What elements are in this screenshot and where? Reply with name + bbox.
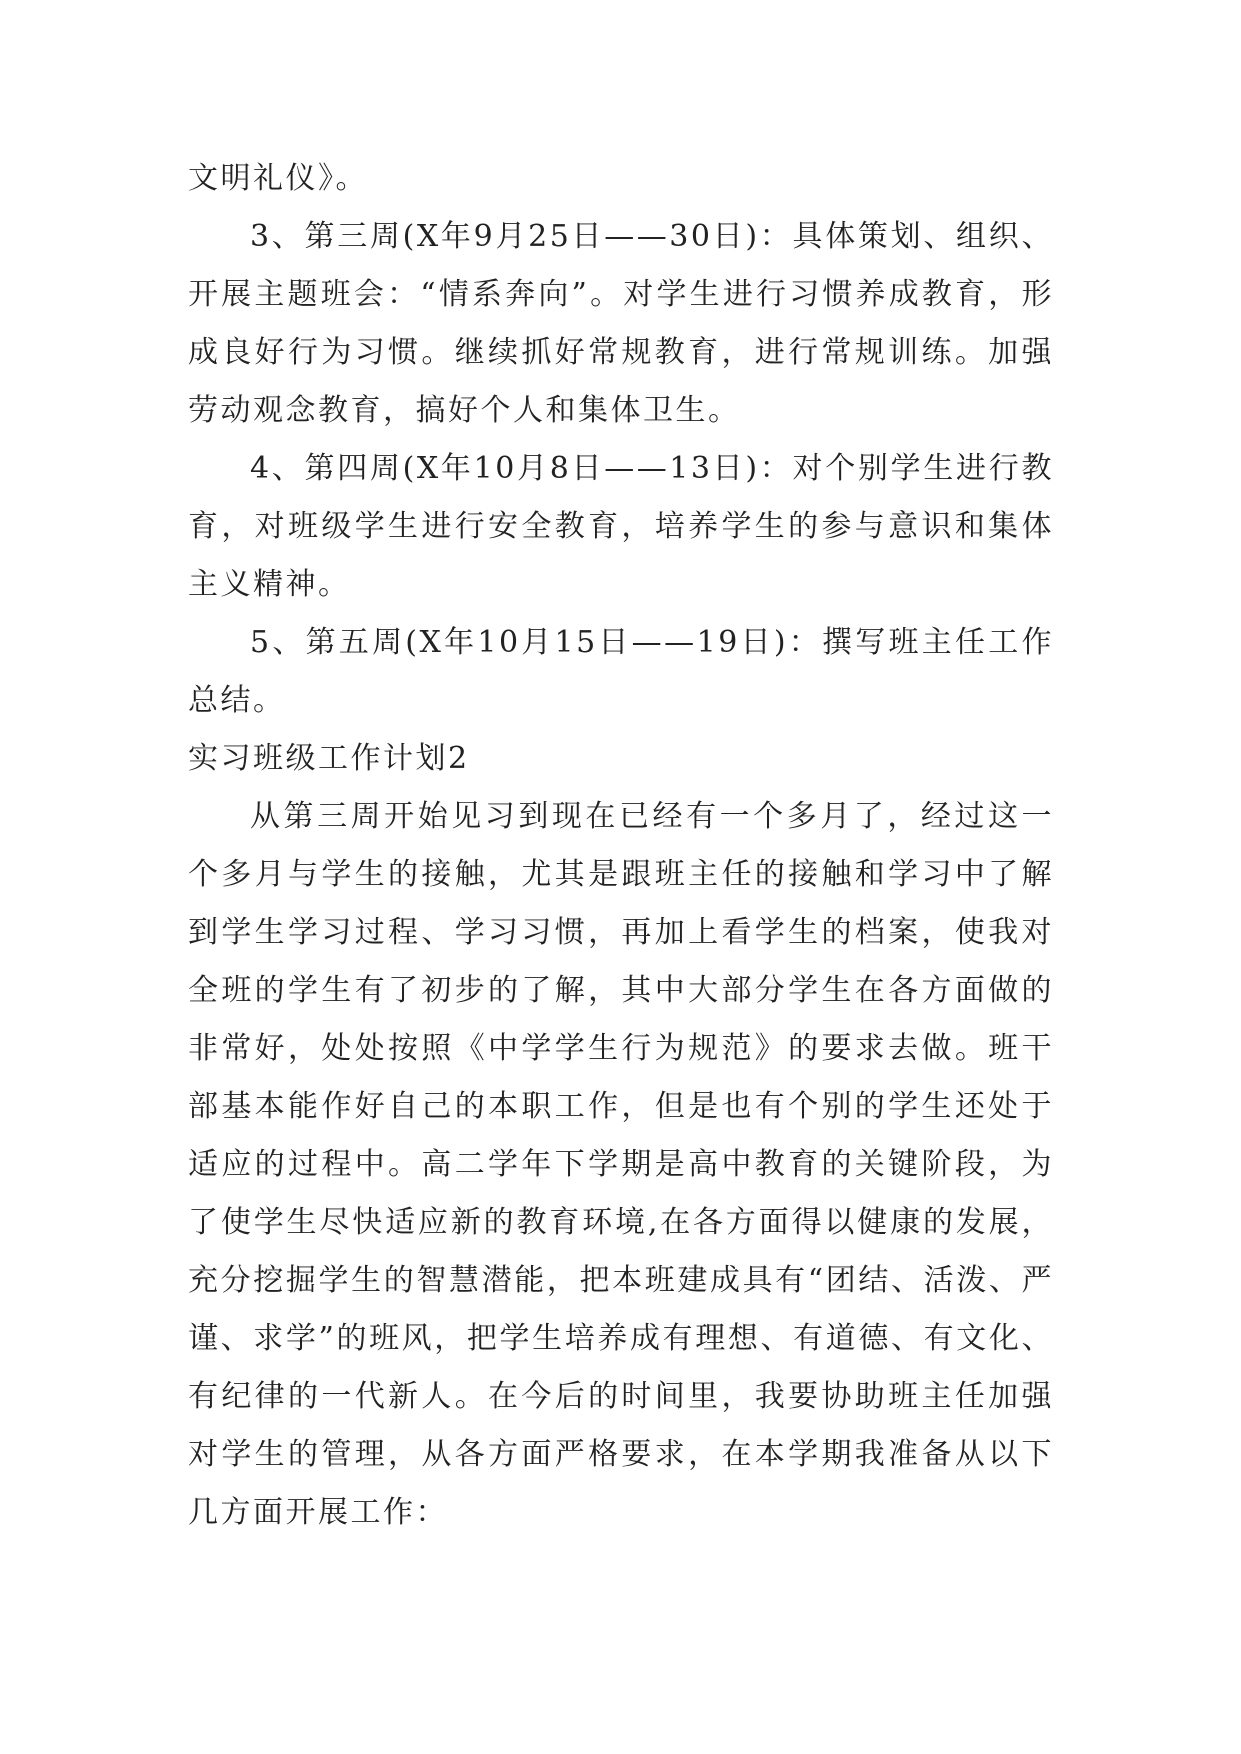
document-body xyxy=(188,150,1054,1542)
paragraph-body: 从第三周开始见习到现在已经有一个多月了，经过这一个多月与学生的接触，尤其是跟班主任的接触和学习中了解到学生学习过程、学习习惯，再加上看学生的档案，使我对全班的学生有了初步的了解，其中大部分学生在各方面做的非常好，处处按照《中学学生行为规范》的要求去做。班干部基本能作好自己的本职工作，但是也有个别的学生还处于适应的过程中。高二学年下学期是高中教育的关键阶段，为了使学生尽快适应新的教育环境,在各方面得以健康的发展，充分挖掘学生的智慧潜能，把本班建成具有“团结、活泼、严谨、求学”的班风，把学生培养成有理想、有道德、有文化、有纪律的一代新人。在今后的时间里，我要协助班主任加强对学生的管理，从各方面严格要求，在本学期我准备从以下几方面开展工作： xyxy=(188,799,1054,1530)
section-heading: 实习班级工作计划2 xyxy=(188,741,470,776)
paragraph-week-3: 3、第三周(X年9月25日——30日)：具体策划、组织、开展主题班会：“情系奔向”。对学生进行习惯养成教育，形成良好行为习惯。继续抓好常规教育，进行常规训练。加强劳动观念教育，搞好个人和集体卫生。 xyxy=(188,219,1054,428)
paragraph-week-5: 5、第五周(X年10月15日——19日)：撰写班主任工作总结。 xyxy=(188,625,1054,718)
paragraph-week-4: 4、第四周(X年10月8日——13日)：对个别学生进行教育，对班级学生进行安全教育，培养学生的参与意识和集体主义精神。 xyxy=(188,451,1054,602)
paragraph-continuation: 文明礼仪》。 xyxy=(188,161,368,196)
